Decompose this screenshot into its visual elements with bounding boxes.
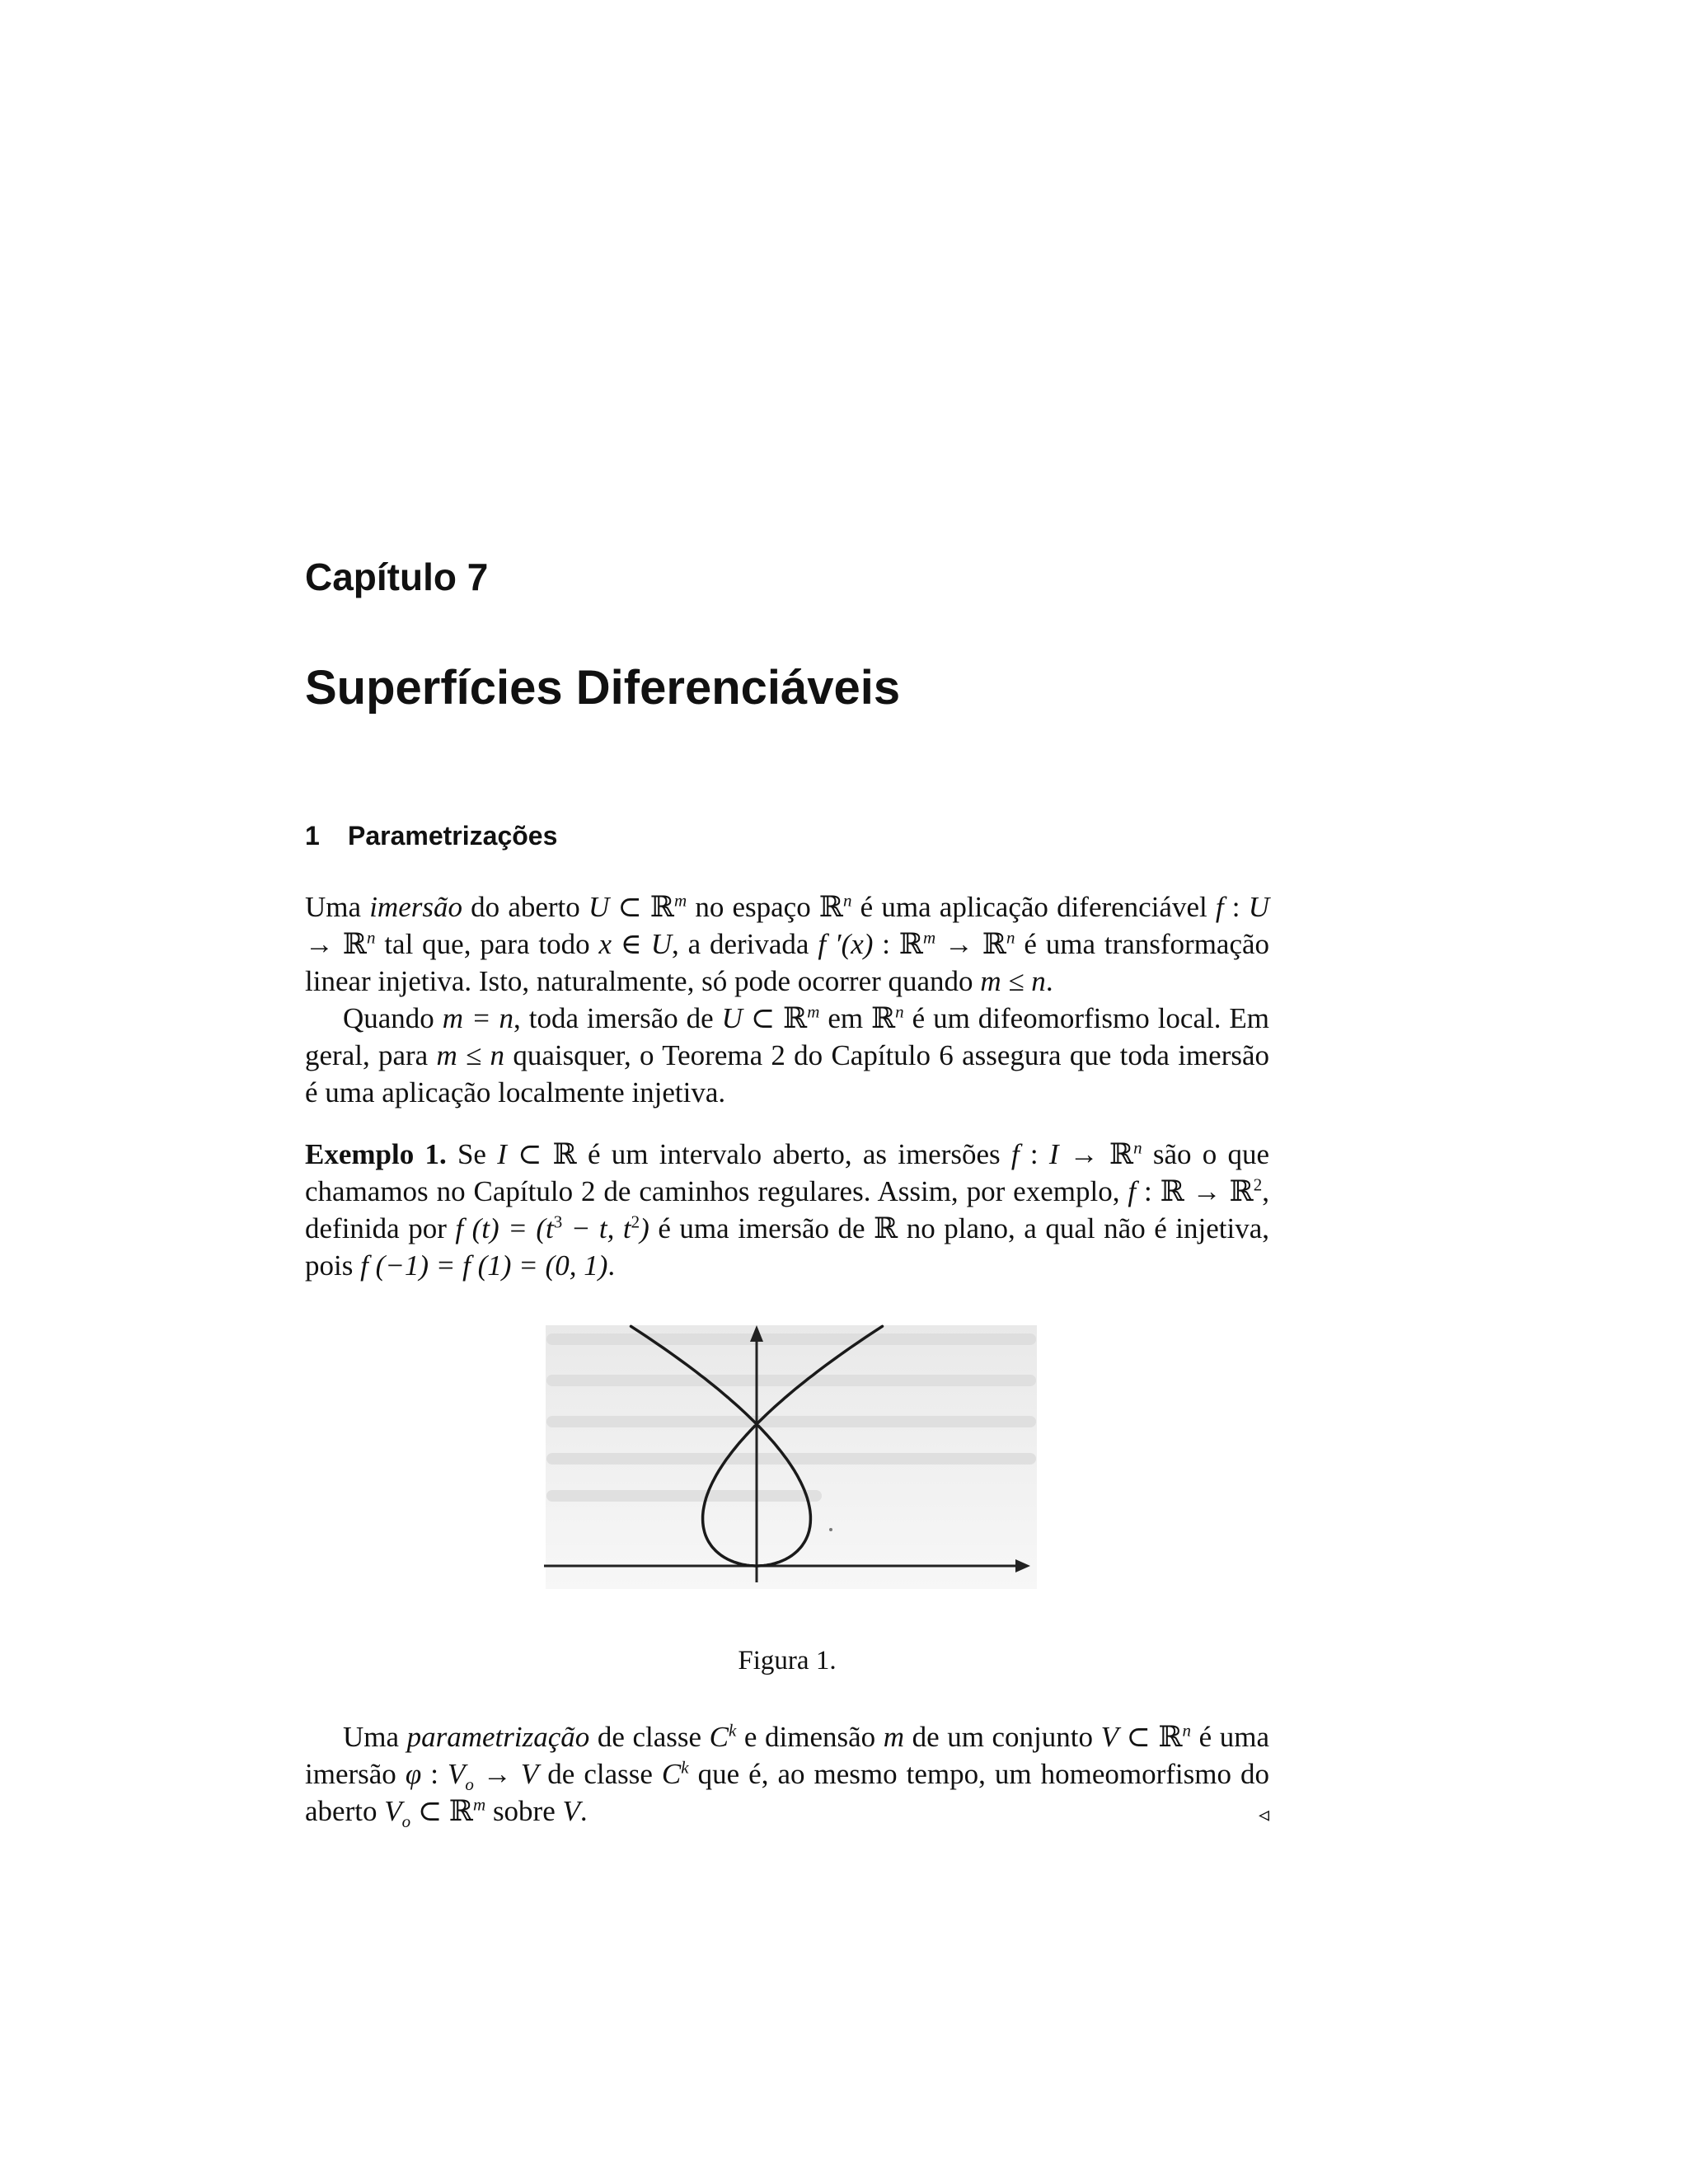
end-of-example-icon: ◃ — [1258, 1802, 1269, 1826]
section-title: Parametrizações — [348, 821, 558, 851]
curve-plot — [544, 1310, 1039, 1595]
paragraph-local-diffeo: Quando m = n, toda imersão de U ⊂ ℝ$^m$ em ℝ$^n$ é um difeomorfismo local. Em geral, para m ≤ n quaisquer, o Teorema 2 do Capítulo 6 assegura que toda imersão é uma aplicação localmente injetiva. — [305, 1001, 1270, 1108]
definition-parametrization — [305, 1718, 1269, 1833]
paragraph-immersion: Uma imersão do aberto U ⊂ ℝ$^m$ no espaço ℝ$^n$ é uma aplicação diferenciável f : U → ℝ$^n$ tal que, para todo x ∈ U, a derivada f ′(x) : ℝ$^m$ → ℝ$^n$ é uma transformação linear injetiva. Isto, naturalmente, só pode ocorrer quando m ≤ n. — [305, 890, 1270, 997]
scan-speck — [829, 1528, 832, 1531]
section-heading — [305, 819, 557, 852]
example-label: Exemplo 1. — [305, 1138, 447, 1170]
section-number: 1 — [305, 821, 320, 851]
chapter-title: Superfícies Diferenciáveis — [305, 661, 901, 715]
chapter-label: Capítulo 7 — [305, 555, 489, 598]
paragraph-parametrization: Uma parametrização de classe $C^k$ e dimensão m de um conjunto V ⊂ ℝ$^n$ é uma imersão φ : $V_o \to V$ de classe $C^k$ que é, ao mesmo tempo, um homeomorfismo do aberto $V_o$ ⊂ ℝ$^m$ sobre V. ◃ — [305, 1720, 1270, 1831]
example-paragraph: Exemplo 1. Se I ⊂ ℝ é um intervalo aberto, as imersões f : I → ℝ$^n$ são o que chamamos no Capítulo 2 de caminhos regulares. Assim, por exemplo, f : ℝ → ℝ$^2$, definida por f $(t) = (t^3 - t$, $t^2$) é uma imersão de ℝ no plano, a qual não é injetiva, pois f (−1) = f (1) = (0, 1). — [305, 1137, 1270, 1282]
example-block — [305, 1136, 1269, 1284]
definition-immersion — [305, 888, 1269, 1111]
figure-1-curve — [544, 1310, 1039, 1595]
figure-caption: Figura 1. — [738, 1646, 837, 1675]
